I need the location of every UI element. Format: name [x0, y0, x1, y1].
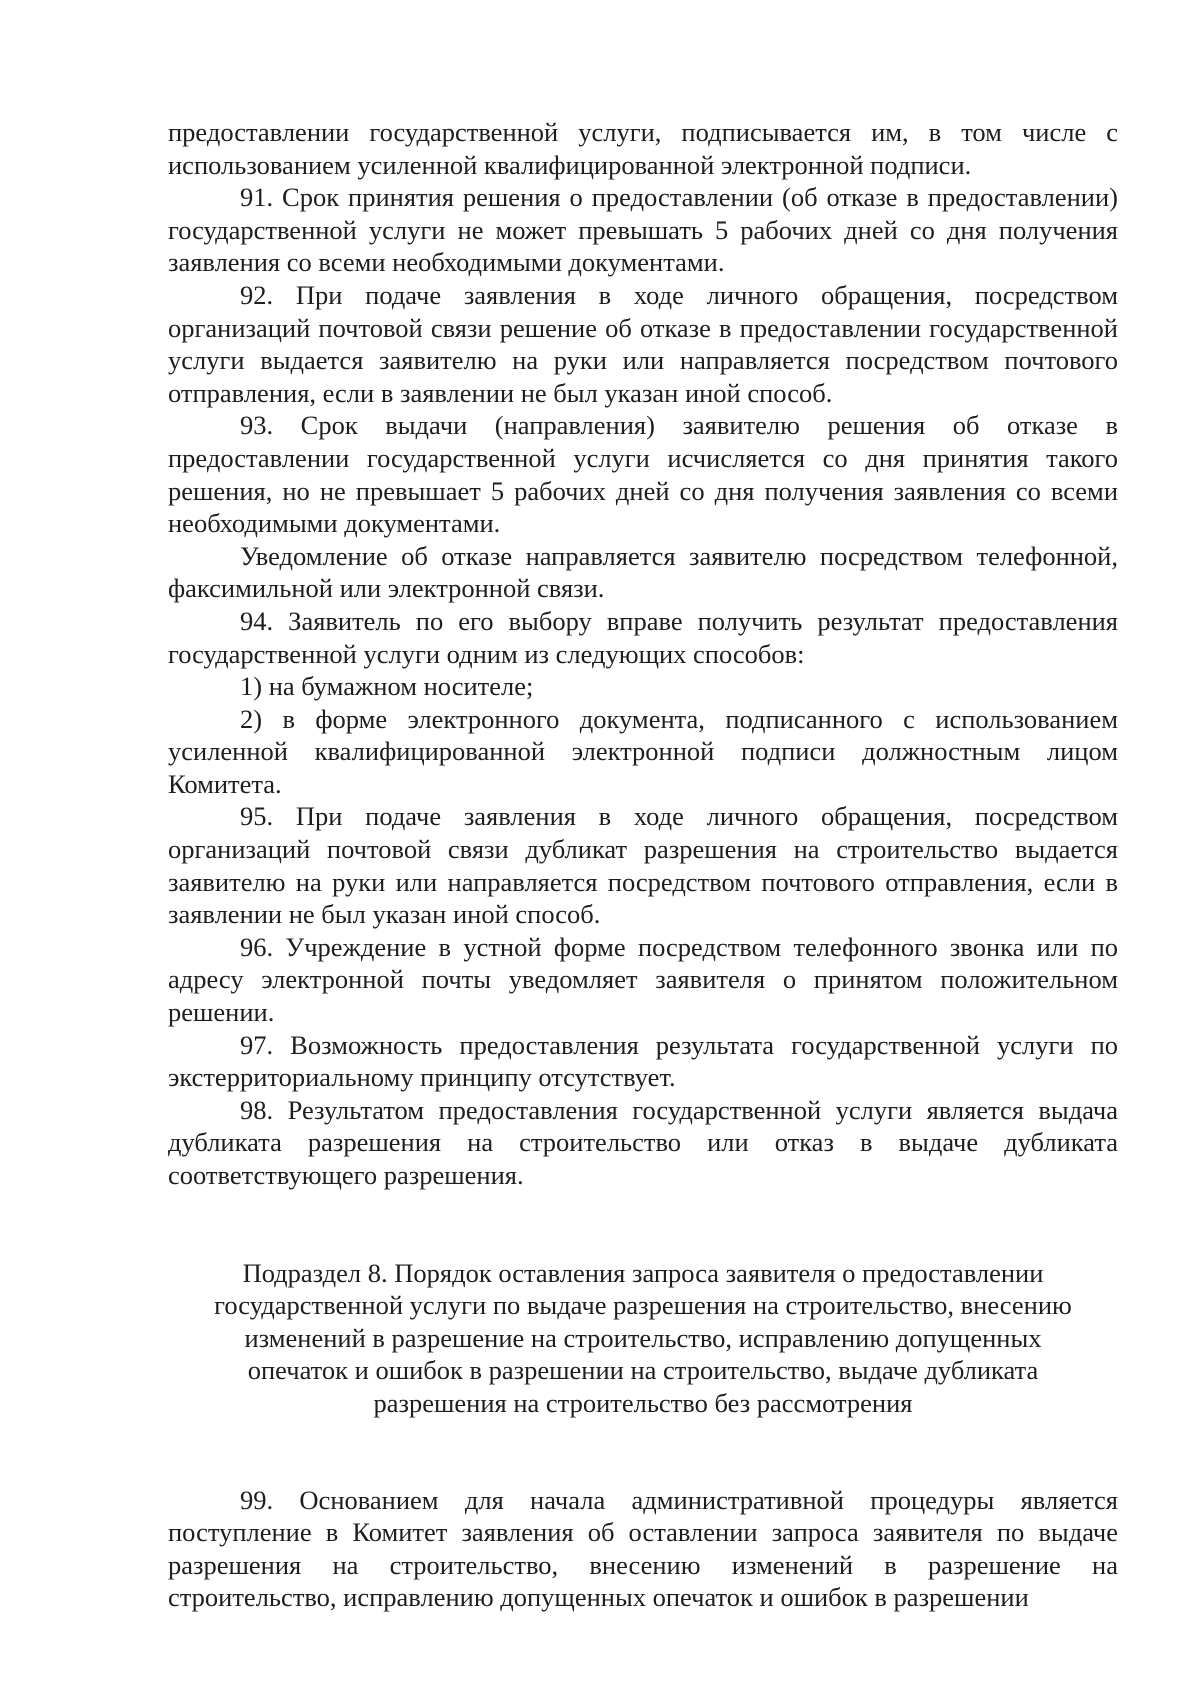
- paragraph-92: 92. При подаче заявления в ходе личного обращения, посредством организаций почтовой связи решение об отказе в предоставлении государственной услуги выдается заявителю на руки или направляется посредством почтового отправления, если в заявлении не был указан иной способ.: [168, 279, 1118, 408]
- heading-line: разрешения на строительство без рассмотрения: [373, 1387, 913, 1418]
- document-page: [168, 116, 1118, 1614]
- paragraph-continuation: предоставлении государственной услуги, подписывается им, в том числе с использованием усиленной квалифицированной электронной подписи.: [168, 117, 1118, 180]
- heading-line: изменений в разрешение на строительство, исправлению допущенных: [244, 1322, 1042, 1353]
- paragraph-93: 93. Срок выдачи (направления) заявителю решения об отказе в предоставлении государственной услуги исчисляется со дня принятия такого решения, но не превышает 5 рабочих дней со дня получения заявления со всеми необходимыми документами.: [168, 410, 1118, 539]
- heading-line: Подраздел 8. Порядок оставления запроса заявителя о предоставлении: [242, 1257, 1044, 1288]
- list-item-1: 1) на бумажном носителе;: [240, 671, 534, 702]
- paragraph-notification: Уведомление об отказе направляется заявителю посредством телефонной, факсимильной или электронной связи.: [168, 540, 1118, 604]
- paragraph-95: 95. При подаче заявления в ходе личного обращения, посредством организаций почтовой связи дубликат разрешения на строительство выдается заявителю на руки или направляется посредством почтового отправления, если в заявлении не был указан иной способ.: [168, 801, 1118, 930]
- paragraph-97: 97. Возможность предоставления результата государственной услуги по экстерриториальному принципу отсутствует.: [168, 1029, 1118, 1093]
- paragraph-96: 96. Учреждение в устной форме посредством телефонного звонка или по адресу электронной почты уведомляет заявителя о принятом положительном решении.: [168, 931, 1118, 1028]
- list-item-2: 2) в форме электронного документа, подписанного с использованием усиленной квалифицированной электронной подписи должностным лицом Комитета.: [168, 703, 1118, 799]
- heading-line: опечаток и ошибок в разрешении на строительство, выдаче дубликата: [247, 1355, 1039, 1386]
- paragraph-98: 98. Результатом предоставления государственной услуги является выдача дубликата разрешения на строительство или отказ в выдаче дубликата соответствующего разрешения.: [168, 1094, 1118, 1190]
- paragraph-91: 91. Срок принятия решения о предоставлении (об отказе в предоставлении) государственной услуги не может превышать 5 рабочих дней со дня получения заявления со всеми необходимыми документами.: [168, 182, 1118, 278]
- subsection-heading: [168, 1257, 1118, 1420]
- heading-line: государственной услуги по выдаче разрешения на строительство, внесению: [214, 1290, 1072, 1321]
- paragraph-99: 99. Основанием для начала административной процедуры является поступление в Комитет заявления об оставлении запроса заявителя по выдаче разрешения на строительство, внесению изменений в разрешение на строительство, исправлению допущенных опечаток и ошибок в разрешении: [168, 1484, 1118, 1613]
- paragraph-94: 94. Заявитель по его выбору вправе получить результат предоставления государственной услуги одним из следующих способов:: [168, 605, 1118, 669]
